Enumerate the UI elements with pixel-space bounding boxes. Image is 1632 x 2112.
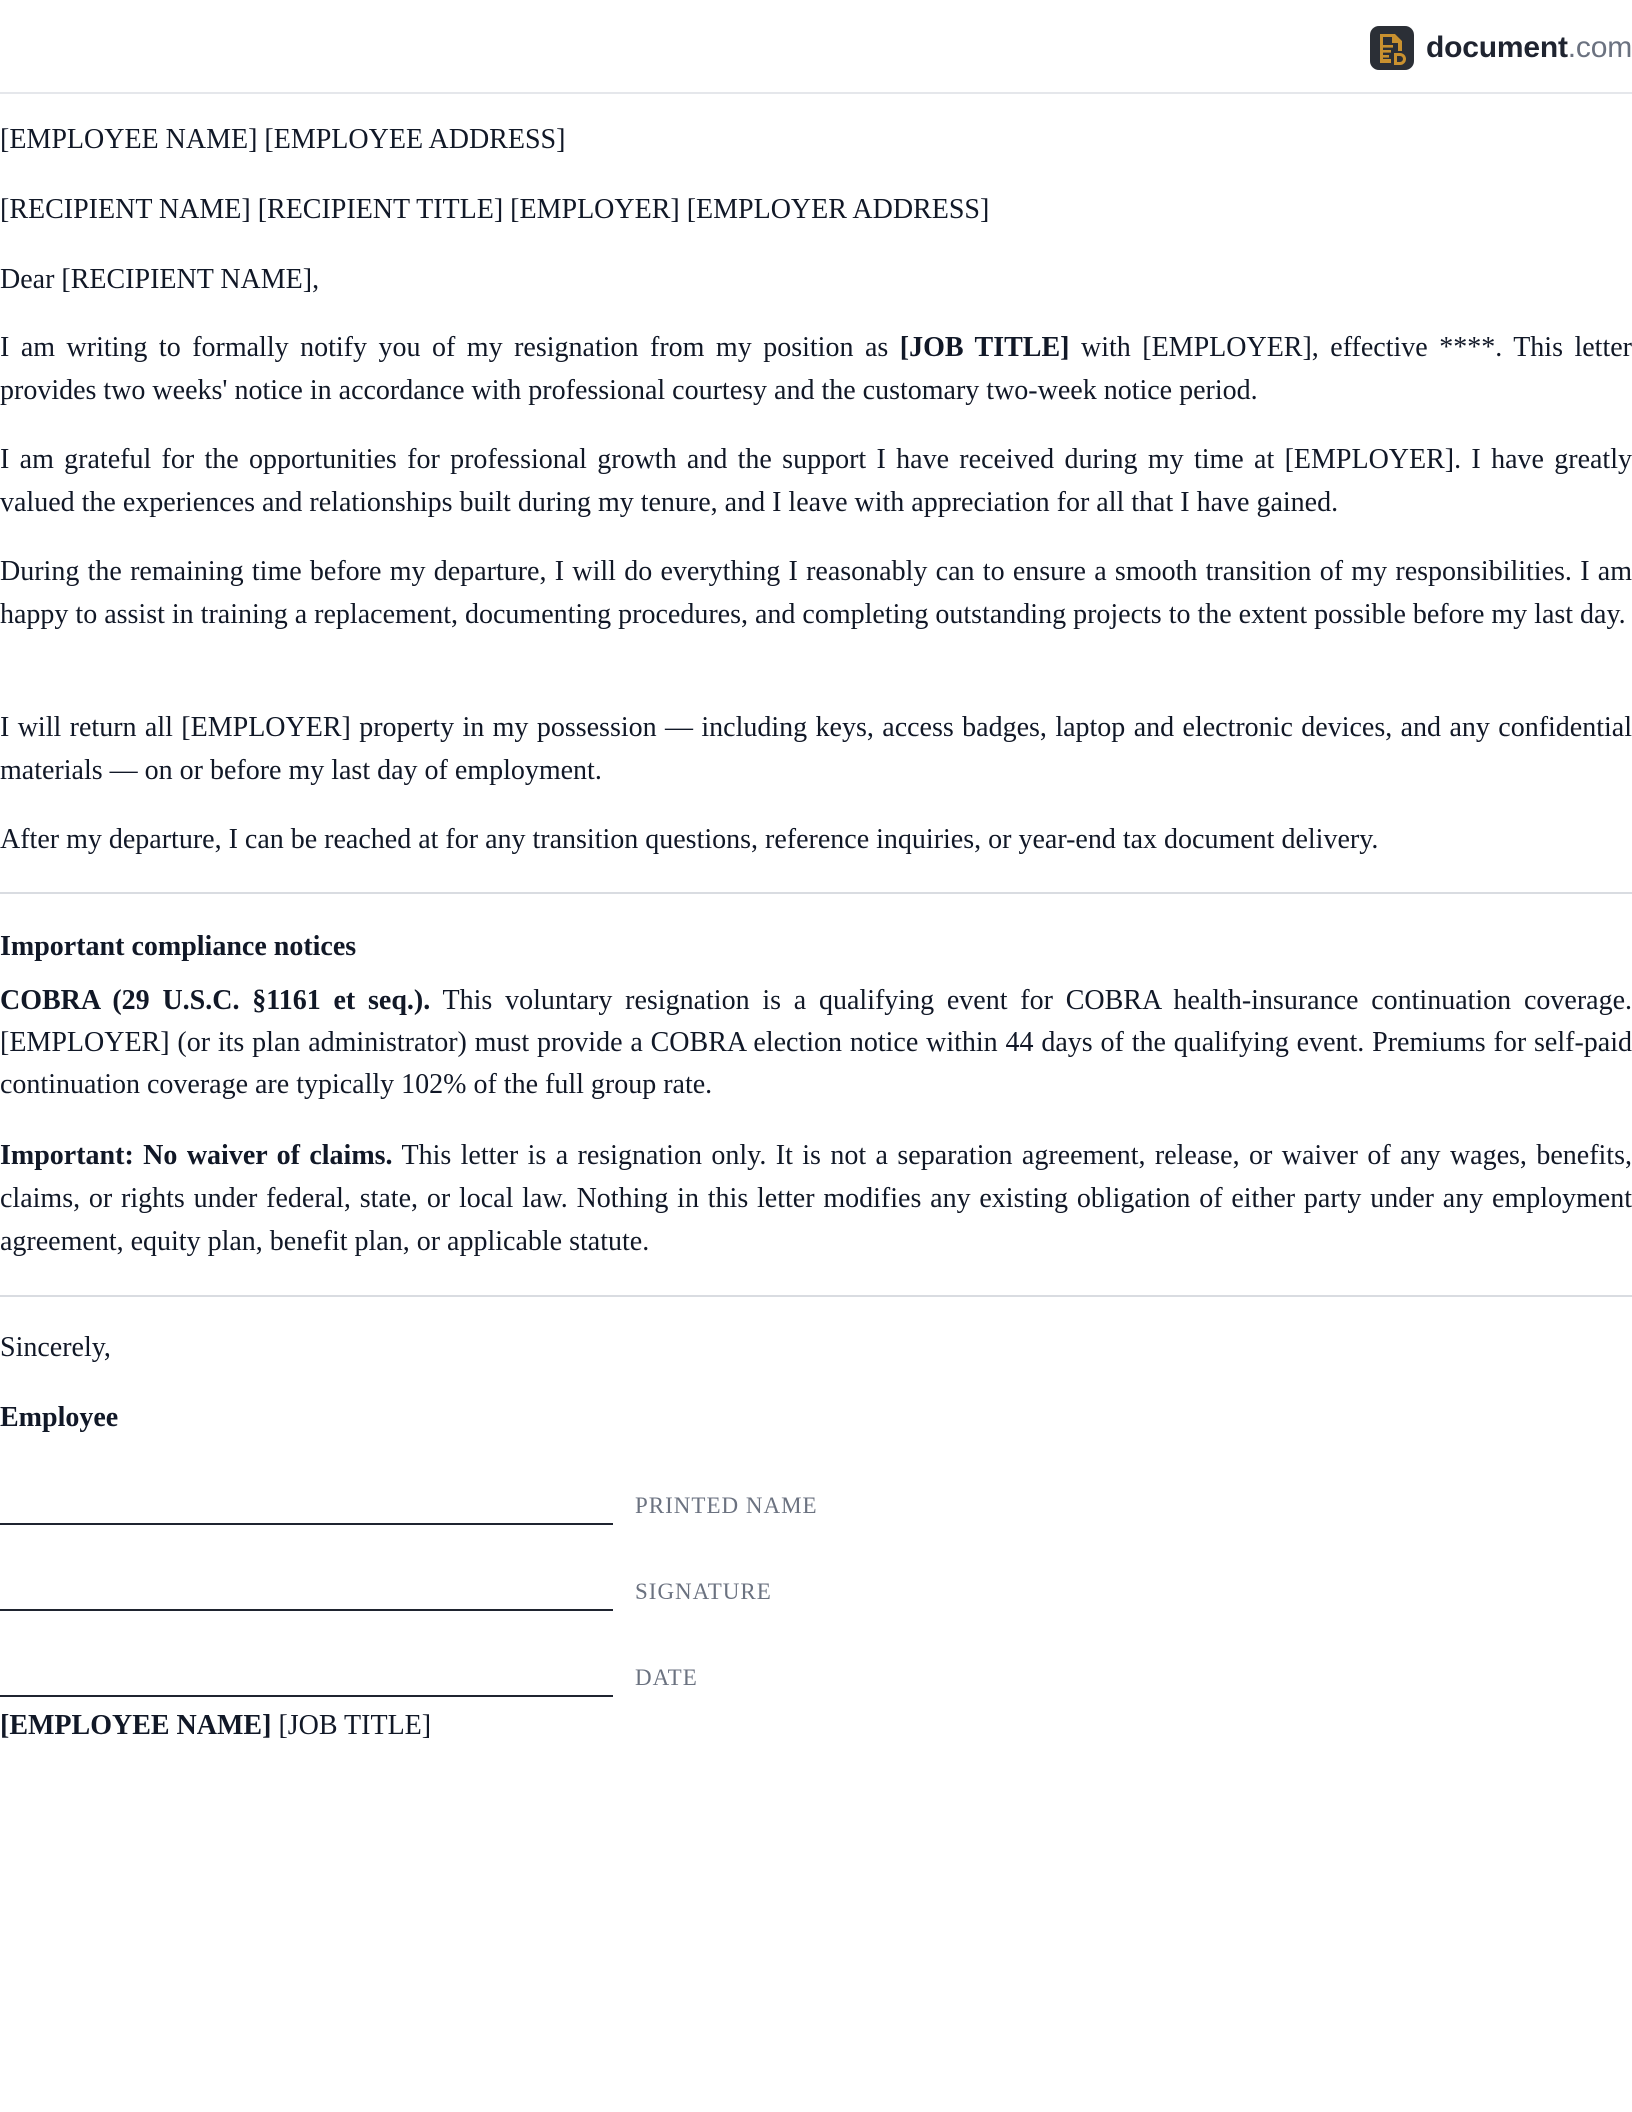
- paragraph-contact: After my departure, I can be reached at for any transition questions, reference inquiries, or year-end tax document delivery.: [0, 824, 1379, 855]
- date-field[interactable]: [0, 1637, 900, 1697]
- brand-wordmark: [1426, 26, 1632, 70]
- brand-logo[interactable]: [1370, 26, 1632, 70]
- salutation: Dear [RECIPIENT NAME],: [0, 264, 320, 295]
- closing-divider: [0, 1295, 1632, 1297]
- job-title-placeholder: [JOB TITLE]: [899, 332, 1070, 363]
- cobra-text: This voluntary resignation is a qualifying event for COBRA health-insurance continuation coverage. [EMPLOYER] (or its plan administrator) must provide a COBRA election notice within 44 days of the qualifying event. Premiums for self-paid continuation coverage are typically 102% of the full group rate.: [0, 985, 1632, 1100]
- waiver-notice: [0, 1134, 1632, 1263]
- signer-role: Employee: [0, 1402, 119, 1433]
- section-divider: [0, 892, 1632, 894]
- signature-line[interactable]: [0, 1609, 613, 1611]
- paragraph-1-text-end: with [EMPLOYER], effective ****. This letter provides two weeks' notice in accordance with professional courtesy and the customary two-week notice period.: [0, 332, 1632, 406]
- printed-name-label: PRINTED NAME: [635, 1493, 818, 1518]
- cobra-notice: [0, 980, 1632, 1106]
- employee-address-line: [EMPLOYEE NAME] [EMPLOYEE ADDRESS]: [0, 124, 566, 155]
- waiver-text: This letter is a resignation only. It is not a separation agreement, release, or waiver of any wages, benefits, claims, or rights under federal, state, or local law. Nothing in this letter modifies any existing obligation of either party under any employment agreement, equity plan, benefit plan, or applicable statute.: [0, 1140, 1632, 1257]
- waiver-label: Important: No waiver of claims.: [0, 1140, 393, 1171]
- paragraph-gratitude: I am grateful for the opportunities for professional growth and the support I have received during my time at [EMPLOYER]. I have greatly valued the experiences and relationships built during my tenure, and I leave with appreciation for all that I have gained.: [0, 444, 1632, 518]
- brand-suffix: .com: [1567, 31, 1632, 64]
- printed-name-line[interactable]: [0, 1523, 613, 1525]
- cobra-label: COBRA (29 U.S.C. §1161 et seq.).: [0, 985, 431, 1016]
- header-divider: [0, 92, 1632, 94]
- recipient-address-line: [RECIPIENT NAME] [RECIPIENT TITLE] [EMPLOYER] [EMPLOYER ADDRESS]: [0, 194, 990, 225]
- paragraph-transition: During the remaining time before my departure, I will do everything I reasonably can to ensure a smooth transition of my responsibilities. I am happy to assist in training a replacement, documenting procedures, and completing outstanding projects to the extent possible before my last day.: [0, 556, 1632, 630]
- date-label: DATE: [635, 1665, 698, 1690]
- brand-header: [0, 26, 1632, 70]
- brand-name: document: [1426, 31, 1568, 64]
- signature-label: SIGNATURE: [635, 1579, 772, 1604]
- printed-name-field[interactable]: [0, 1465, 900, 1525]
- paragraph-property-return: I will return all [EMPLOYER] property in my possession — including keys, access badges, laptop and electronic devices, and any confidential materials — on or before my last day of employment.: [0, 712, 1632, 786]
- paragraph-resignation-notice: [0, 326, 1632, 412]
- compliance-heading: Important compliance notices: [0, 931, 357, 962]
- signer-footer: [0, 1704, 1632, 1748]
- date-line[interactable]: [0, 1695, 613, 1697]
- paragraph-1-text-start: I am writing to formally notify you of my resignation from my position as: [0, 332, 900, 363]
- document-logo-icon: [1370, 26, 1414, 70]
- signature-field[interactable]: [0, 1551, 900, 1611]
- closing-sincerely: Sincerely,: [0, 1332, 111, 1363]
- footer-employee-name: [EMPLOYEE NAME]: [0, 1710, 272, 1741]
- footer-job-title: [JOB TITLE]: [271, 1710, 432, 1741]
